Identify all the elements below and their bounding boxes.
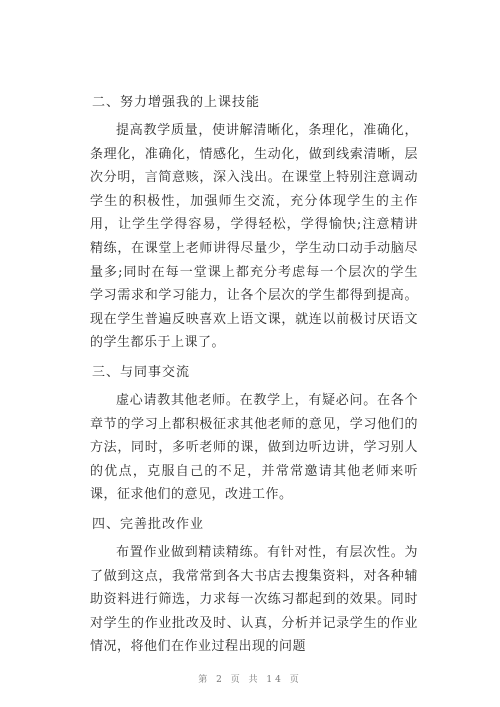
section-body-3: 虚心请教其他老师。在教学上，有疑必问。在各个章节的学习上都积极征求其他老师的意见，学习他们的方法，同时，多听老师的课，做到边听边讲，学习别人的优点，克服自己的不足，并常常邀请其他老师来听课，征求他们的意见，改进工作。 [90, 392, 418, 503]
page-number-footer: 第 2 页 共 14 页 [198, 675, 302, 685]
section-heading-2: 二、努力增强我的上课技能 [92, 95, 261, 110]
section-body-4: 布置作业做到精读精练。有针对性，有层次性。为了做到这点，我常常到各大书店去搜集资料，对各种辅助资料进行筛选，力求每一次练习都起到的效果。同时对学生的作业批改及时、认真，分析并记录学生的作业情况，将他们在作业过程出现的问题 [90, 544, 418, 655]
page-content [90, 91, 418, 665]
section-body-2: 提高教学质量，使讲解清晰化，条理化，准确化，条理化，准确化，情感化，生动化，做到线索清晰，层次分明，言简意赅，深入浅出。在课堂上特别注意调动学生的积极性，加强师生交流，充分体现学生的主作用，让学生学得容易，学得轻松，学得愉快;注意精讲精练，在课堂上老师讲得尽量少，学生动口动手动脑尽量多;同时在每一堂课上都充分考虑每一个层次的学生学习需求和学习能力，让各个层次的学生都得到提高。现在学生普遍反映喜欢上语文课，就连以前极讨厌语文的学生都乐于上课了。 [90, 123, 418, 351]
section-heading-3: 三、与同事交流 [92, 364, 191, 380]
section-heading-4: 四、完善批改作业 [92, 516, 205, 532]
